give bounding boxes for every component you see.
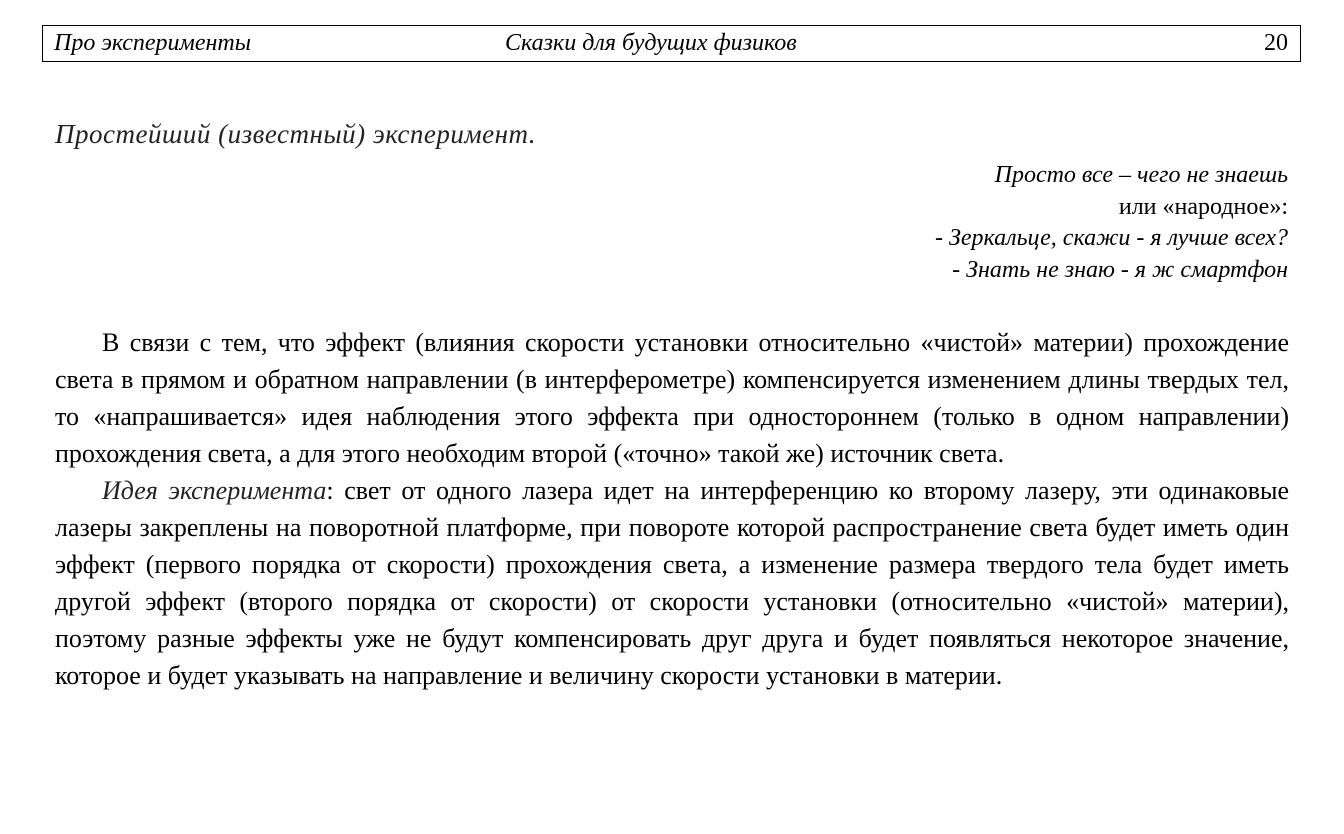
epigraph-line-3: - Зеркальце, скажи - я лучше всех? — [935, 225, 1288, 251]
paragraph-2-text: : свет от одного лазера идет на интерференцию ко второму лазеру, эти одинаковые лазеры закреплены на поворотной платформе, при повороте которой распространение света будет иметь один эффект (первого порядка от скорости) прохождения света, а изменение размера твердого тела будет иметь другой эффект (второго порядка от скорости) от скорости установки (относительно «чистой» материи), поэтому разные эффекты уже не будут компенсировать друг друга и будет появляться некоторое значение, которое и будет указывать на направление и величину скорости установки в материи. — [55, 476, 1289, 690]
epigraph-line-2: или «народное»: — [1118, 193, 1288, 220]
paragraph-1: В связи с тем, что эффект (влияния скорости установки относительно «чистой» материи) прохождение света в прямом и обратном направлении (в интерферометре) компенсируется изменением длины твердых тел, то «напрашивается» идея наблюдения этого эффекта при одностороннем (только в одном направлении) прохождения света, а для этого необходим второй («точно» такой же) источник света. — [55, 328, 1289, 468]
epigraph-line-1: Просто все – чего не знаешь — [994, 162, 1288, 188]
page-number: 20 — [1264, 30, 1288, 56]
body-text — [55, 324, 1289, 694]
epigraph-line-4: - Знать не знаю - я ж смартфон — [952, 256, 1288, 283]
header-book-title: Сказки для будущих физиков — [505, 30, 797, 56]
header-chapter-title: Про эксперименты — [54, 30, 251, 56]
running-header — [42, 25, 1301, 62]
paragraph-2-emphasis: Идея эксперимента — [102, 476, 327, 505]
paragraph-2 — [55, 472, 1289, 694]
section-title: Простейший (известный) эксперимент. — [55, 119, 537, 149]
epigraph — [935, 160, 1288, 286]
